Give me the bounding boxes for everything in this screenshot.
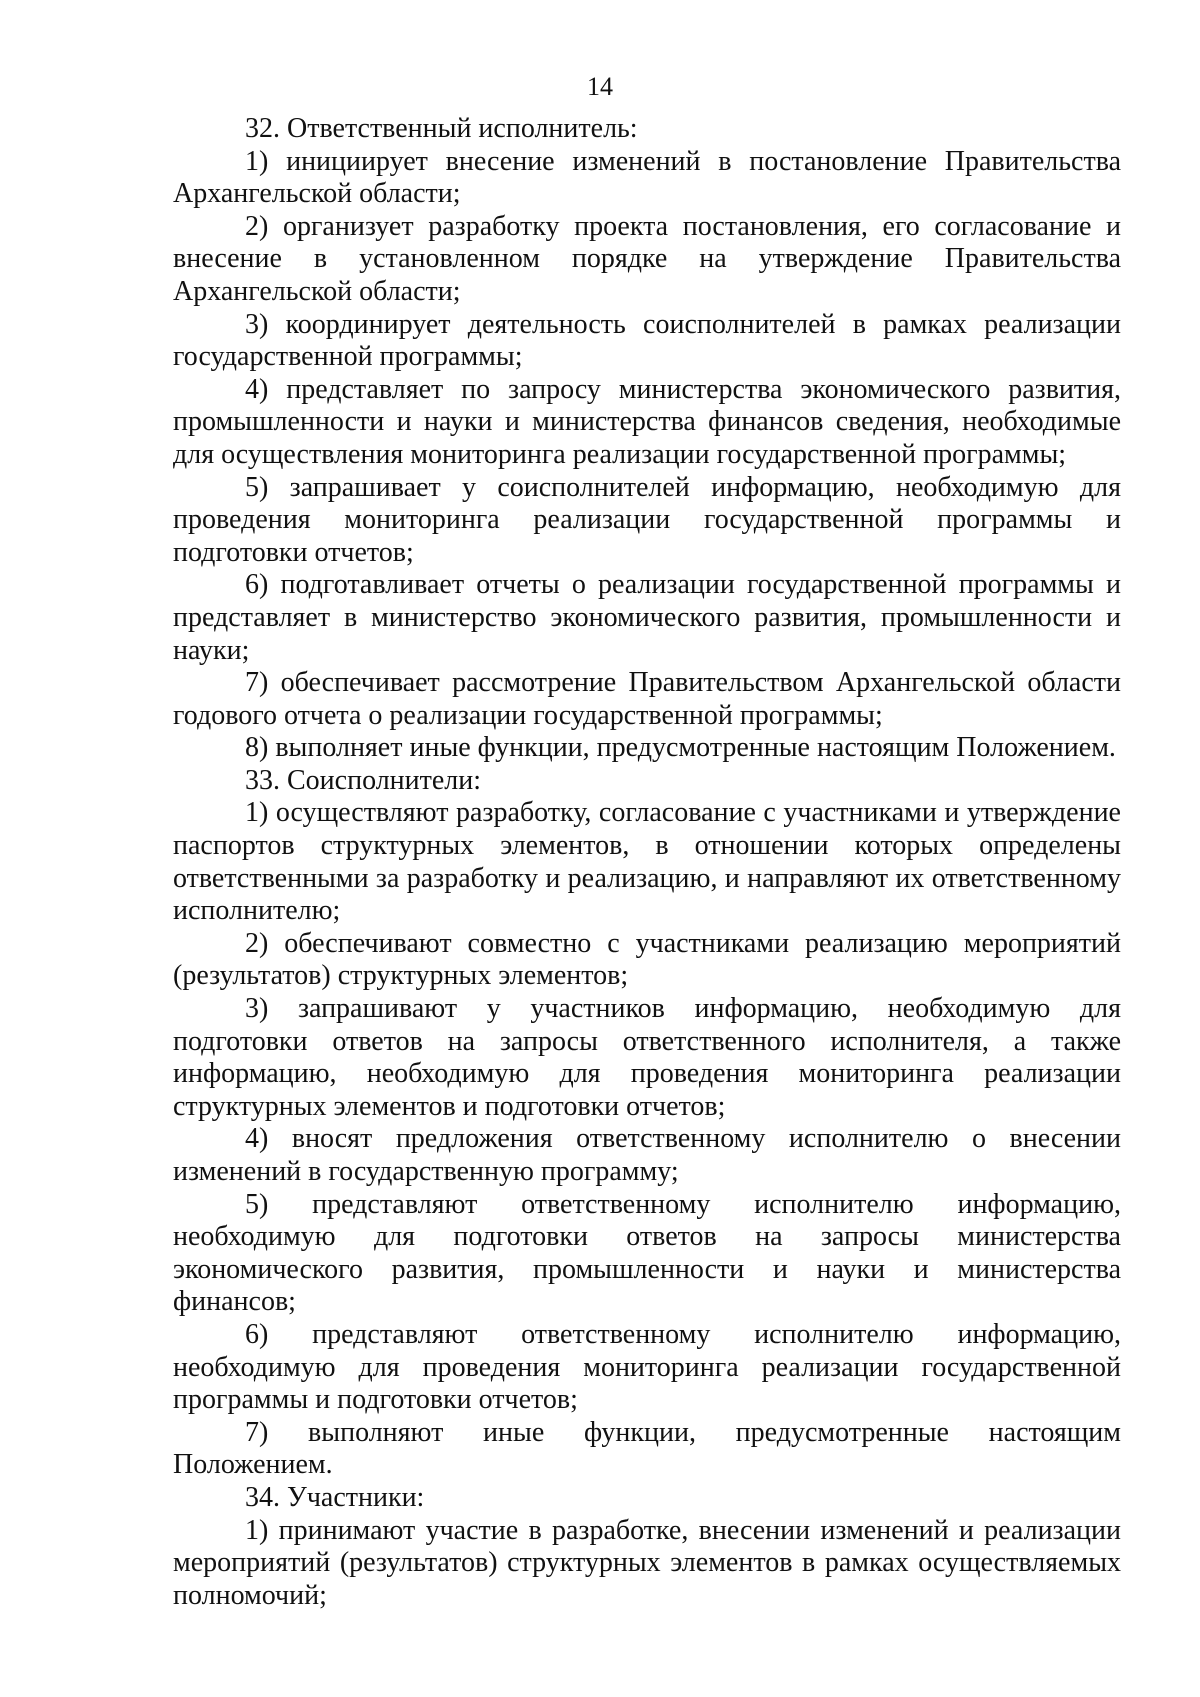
section-33-item-1: 1) осуществляют разработку, согласование с участниками и утверждение паспортов структурных элементов, в отношении которых определены ответственными за разработку и реализацию, и направляют их ответственному исполнителю; xyxy=(173,797,1121,927)
document-body xyxy=(173,113,1121,1612)
page-number: 14 xyxy=(587,72,613,101)
section-32-item-8: 8) выполняет иные функции, предусмотренные настоящим Положением. xyxy=(245,732,1116,764)
section-32-heading: 32. Ответственный исполнитель: xyxy=(245,113,638,144)
section-34-item-1: 1) принимают участие в разработке, внесении изменений и реализации мероприятий (результатов) структурных элементов в рамках осуществляемых полномочий; xyxy=(173,1514,1121,1611)
section-33-item-3: 3) запрашивают у участников информацию, необходимую для подготовки ответов на запросы ответственного исполнителя, а также информацию, необходимую для проведения мониторинга реализации структурных элементов и подготовки отчетов; xyxy=(173,993,1121,1122)
section-34-heading: 34. Участники: xyxy=(245,1481,425,1513)
section-33-heading: 33. Соисполнители: xyxy=(245,764,482,796)
section-33-item-7: 7) выполняют иные функции, предусмотренные настоящим Положением. xyxy=(173,1416,1121,1481)
section-33-item-2: 2) обеспечивают совместно с участниками реализацию мероприятий (результатов) структурных элементов; xyxy=(173,927,1121,992)
section-32-item-5: 5) запрашивает у соисполнителей информацию, необходимую для проведения мониторинга реализации государственной программы и подготовки отчетов; xyxy=(173,471,1121,568)
section-32-item-6: 6) подготавливает отчеты о реализации государственной программы и представляет в министерство экономического развития, промышленности и науки; xyxy=(173,569,1121,666)
section-32-item-3: 3) координирует деятельность соисполнителей в рамках реализации государственной программы; xyxy=(173,308,1121,373)
section-33-item-5: 5) представляют ответственному исполнителю информацию, необходимую для подготовки ответов на запросы министерства экономического развития, промышленности и науки и министерства финансов; xyxy=(173,1188,1121,1318)
section-32-item-4: 4) представляет по запросу министерства экономического развития, промышленности и науки и министерства финансов сведения, необходимые для осуществления мониторинга реализации государственной программы; xyxy=(173,373,1121,470)
section-33-item-6: 6) представляют ответственному исполнителю информацию, необходимую для проведения мониторинга реализации государственной программы и подготовки отчетов; xyxy=(173,1318,1121,1416)
section-32-item-7: 7) обеспечивает рассмотрение Правительством Архангельской области годового отчета о реализации государственной программы; xyxy=(173,667,1121,731)
section-32-item-1: 1) инициирует внесение изменений в постановление Правительства Архангельской области; xyxy=(173,145,1121,210)
section-32-item-2: 2) организует разработку проекта постановления, его согласование и внесение в установленном порядке на утверждение Правительства Архангельской области; xyxy=(173,210,1121,307)
section-33-item-4: 4) вносят предложения ответственному исполнителю о внесении изменений в государственную программу; xyxy=(173,1123,1121,1187)
